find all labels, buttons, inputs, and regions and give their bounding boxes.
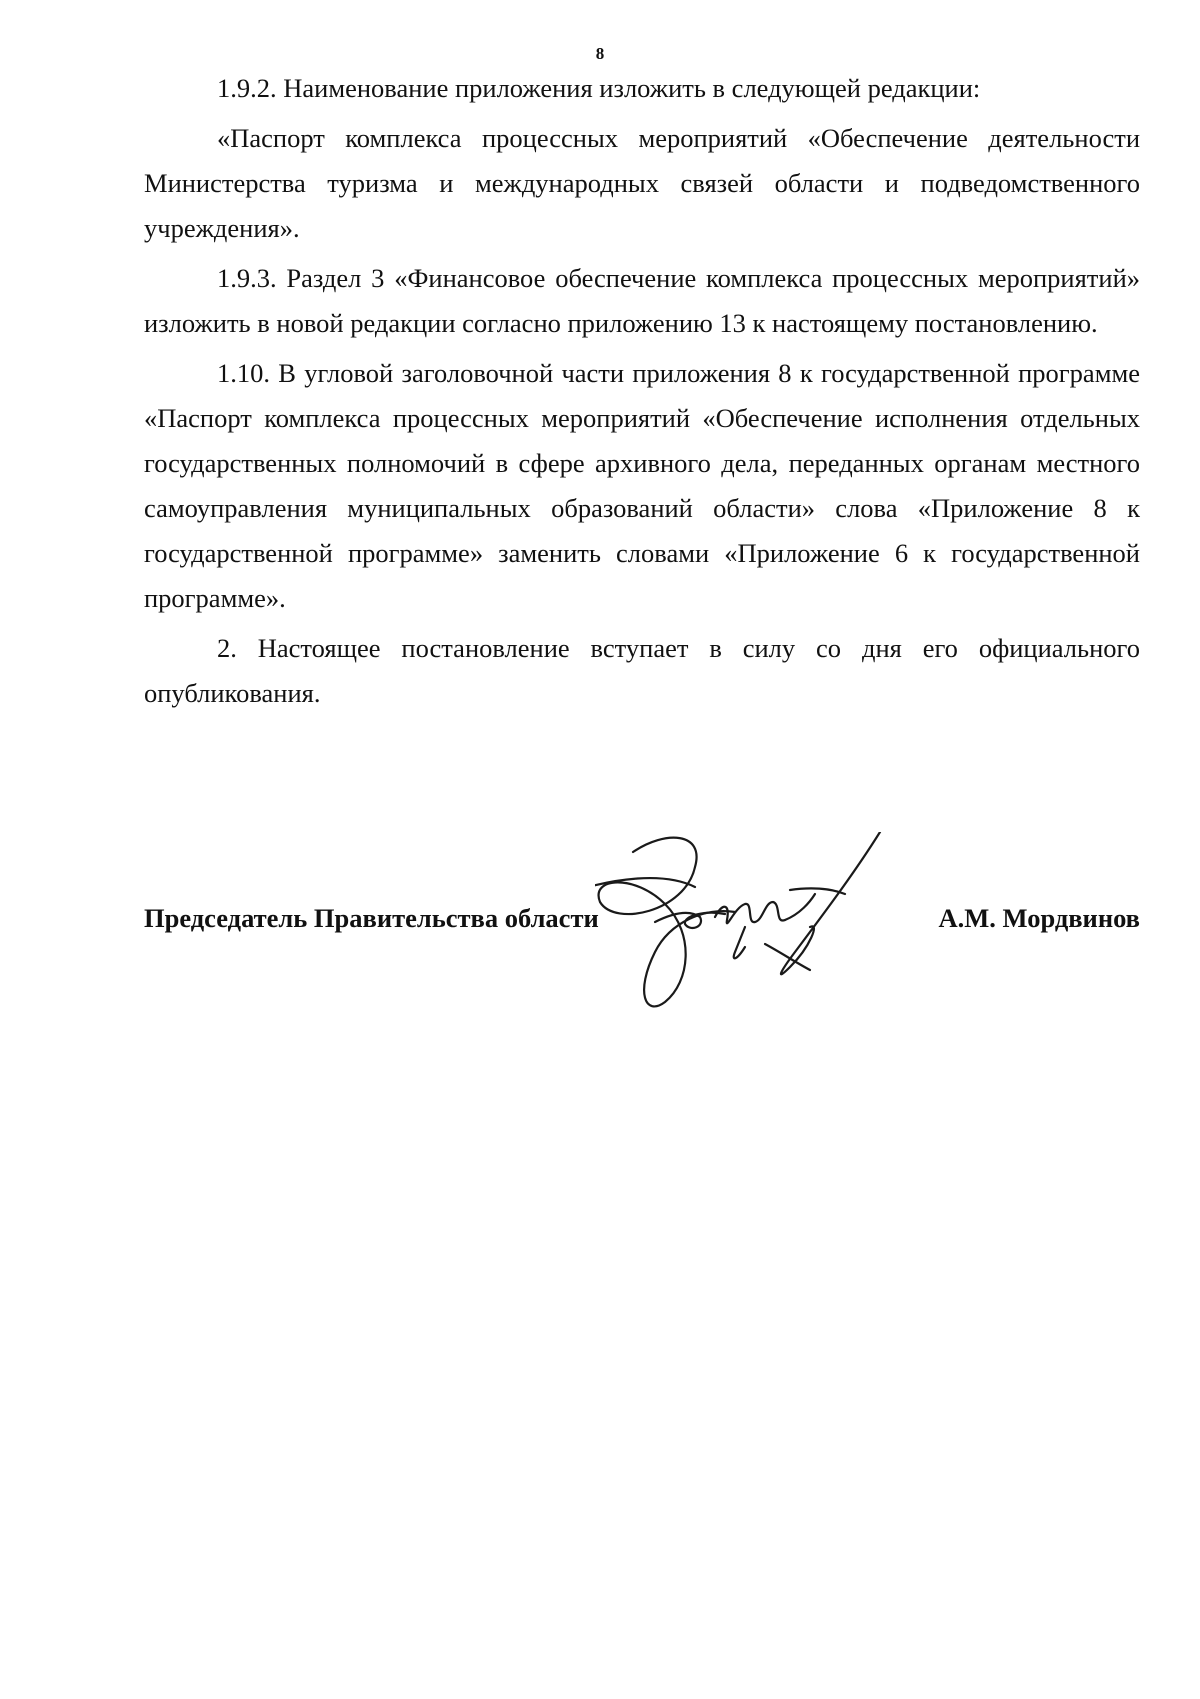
paragraph-2-effective-date: 2. Настоящее постановление вступает в силу со дня его официального опубликования.: [144, 633, 1140, 708]
signatory-name: А.М. Мордвинов: [938, 903, 1140, 933]
paragraph-1-9-3: 1.9.3. Раздел 3 «Финансовое обеспечение комплекса процессных мероприятий» изложить в новой редакции согласно приложению 13 к настоящему постановлению.: [144, 263, 1140, 338]
signatory-position: Председатель Правительства области: [144, 903, 599, 933]
paragraph-1-10: 1.10. В угловой заголовочной части приложения 8 к государственной программе «Паспорт комплекса процессных мероприятий «Обеспечение исполнения отдельных государственных полномочий в сфере архивного дела, переданных органам местного самоуправления муниципальных образований области» слова «Приложение 8 к государственной программе» заменить словами «Приложение 6 к государственной программе».: [144, 358, 1140, 613]
paragraph-1-9-2: 1.9.2. Наименование приложения изложить в следующей редакции:: [217, 73, 981, 103]
document-body: [144, 66, 1140, 721]
paragraph-passport-title: «Паспорт комплекса процессных мероприятий «Обеспечение деятельности Министерства туризма и международных связей области и подведомственного учреждения».: [144, 123, 1140, 243]
handwritten-signature: [595, 832, 940, 1032]
page-number: 8: [595, 44, 605, 63]
